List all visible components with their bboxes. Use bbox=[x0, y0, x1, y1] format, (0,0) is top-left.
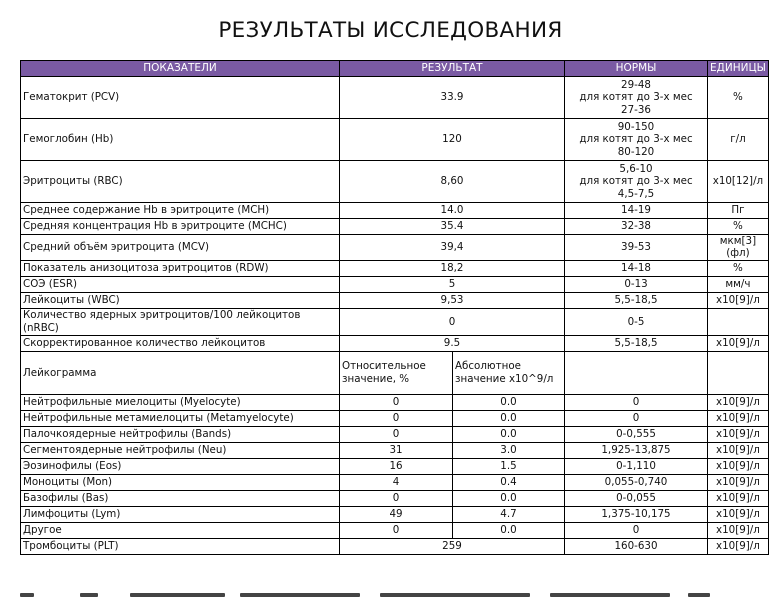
norm-line: 32-38 bbox=[621, 220, 651, 233]
empty-unit-cell bbox=[708, 351, 769, 394]
table-row bbox=[21, 203, 769, 219]
header-indicators: ПОКАЗАТЕЛИ bbox=[21, 61, 340, 77]
norm-line: для котят до 3-х мес bbox=[579, 133, 693, 146]
cropped-text-top bbox=[22, 0, 172, 4]
row-indicator: Средняя концентрация Нb в эритроците (MCHC) bbox=[21, 219, 340, 235]
norm-line: 14-19 bbox=[621, 204, 651, 217]
row-unit: x10[9]/л bbox=[708, 522, 769, 538]
norm-line: 14-18 bbox=[621, 262, 651, 275]
table-row bbox=[21, 506, 769, 522]
norm-line: для котят до 3-х мес bbox=[579, 175, 693, 188]
row-norm bbox=[565, 219, 708, 235]
row-result: 39,4 bbox=[340, 235, 565, 261]
table-header-row bbox=[21, 61, 769, 77]
leukogram-header-row bbox=[21, 351, 769, 394]
table-row bbox=[21, 394, 769, 410]
row-relative-value: 0 bbox=[340, 490, 453, 506]
row-relative-value: 0 bbox=[340, 394, 453, 410]
norm-line: 4,5-7,5 bbox=[617, 187, 655, 200]
row-norm: 0-1,110 bbox=[565, 458, 708, 474]
row-indicator: Скорректированное количество лейкоцитов bbox=[21, 335, 340, 351]
table-row bbox=[21, 308, 769, 335]
row-relative-value: 31 bbox=[340, 442, 453, 458]
norm-line: 0-5 bbox=[627, 315, 645, 328]
row-relative-value: 0 bbox=[340, 522, 453, 538]
norm-line: 0-13 bbox=[624, 278, 648, 291]
relative-value-header: Относительное значение, % bbox=[340, 351, 453, 394]
row-unit: x10[9]/л bbox=[708, 426, 769, 442]
table-row bbox=[21, 426, 769, 442]
norm-line: для котят до 3-х мес bbox=[579, 91, 693, 104]
row-absolute-value: 0.0 bbox=[453, 522, 565, 538]
row-indicator: Сегментоядерные нейтрофилы (Neu) bbox=[21, 442, 340, 458]
empty-norm-cell bbox=[565, 351, 708, 394]
row-result: 35.4 bbox=[340, 219, 565, 235]
header-result: РЕЗУЛЬТАТ bbox=[340, 61, 565, 77]
row-unit: x10[9]/л bbox=[708, 292, 769, 308]
row-norm bbox=[565, 235, 708, 261]
row-result: 5 bbox=[340, 276, 565, 292]
row-result: 0 bbox=[340, 308, 565, 335]
norm-line: 5,5-18,5 bbox=[614, 337, 658, 350]
table-row bbox=[21, 161, 769, 203]
row-result: 33.9 bbox=[340, 77, 565, 119]
row-indicator: Гематокрит (PCV) bbox=[21, 77, 340, 119]
norm-line: 80-120 bbox=[617, 145, 655, 158]
norm-line: 5,5-18,5 bbox=[614, 294, 658, 307]
table-row bbox=[21, 119, 769, 161]
row-unit: x10[12]/л bbox=[708, 161, 769, 203]
absolute-value-header: Абсолютное значение x10^9/л bbox=[453, 351, 565, 394]
norm-line: 29-48 bbox=[621, 78, 651, 91]
row-indicator: Количество ядерных эритроцитов/100 лейкоцитов (nRBC) bbox=[21, 308, 340, 335]
row-result: 9.5 bbox=[340, 335, 565, 351]
header-units: ЕДИНИЦЫ bbox=[708, 61, 769, 77]
row-norm: 0-0,055 bbox=[565, 490, 708, 506]
row-absolute-value: 0.0 bbox=[453, 426, 565, 442]
row-unit: x10[9]/л bbox=[708, 458, 769, 474]
row-norm: 0 bbox=[565, 522, 708, 538]
table-row bbox=[21, 292, 769, 308]
row-indicator: Базофилы (Bas) bbox=[21, 490, 340, 506]
page-title: РЕЗУЛЬТАТЫ ИССЛЕДОВАНИЯ bbox=[218, 18, 563, 43]
row-indicator: Гемоглобин (Hb) bbox=[21, 119, 340, 161]
row-unit: x10[9]/л bbox=[708, 506, 769, 522]
norm-line: 27-36 bbox=[621, 103, 651, 116]
table-row bbox=[21, 410, 769, 426]
row-unit: Пг bbox=[708, 203, 769, 219]
row-norm: 0 bbox=[565, 394, 708, 410]
table-row bbox=[21, 77, 769, 119]
row-indicator: Лимфоциты (Lym) bbox=[21, 506, 340, 522]
row-indicator: Тромбоциты (PLT) bbox=[21, 538, 340, 554]
row-unit: x10[9]/л bbox=[708, 442, 769, 458]
row-absolute-value: 0.0 bbox=[453, 490, 565, 506]
row-norm: 0,055-0,740 bbox=[565, 474, 708, 490]
row-unit: x10[9]/л bbox=[708, 474, 769, 490]
norm-line: 90-150 bbox=[617, 120, 655, 133]
row-norm bbox=[565, 292, 708, 308]
row-norm bbox=[565, 161, 708, 203]
table-row bbox=[21, 458, 769, 474]
row-unit: мм/ч bbox=[708, 276, 769, 292]
row-indicator: СОЭ (ESR) bbox=[21, 276, 340, 292]
row-relative-value: 16 bbox=[340, 458, 453, 474]
row-unit: x10[9]/л bbox=[708, 490, 769, 506]
row-unit: % bbox=[708, 219, 769, 235]
table-body bbox=[21, 77, 769, 555]
row-absolute-value: 0.4 bbox=[453, 474, 565, 490]
results-table bbox=[20, 60, 769, 555]
row-norm bbox=[565, 77, 708, 119]
row-norm bbox=[565, 308, 708, 335]
leukogram-label: Лейкограмма bbox=[21, 351, 340, 394]
row-indicator: Эозинофилы (Eos) bbox=[21, 458, 340, 474]
row-unit: x10[9]/л bbox=[708, 538, 769, 554]
row-norm: 1,375-10,175 bbox=[565, 506, 708, 522]
norm-line: 5,6-10 bbox=[619, 162, 653, 175]
table-row bbox=[21, 219, 769, 235]
row-unit: г/л bbox=[708, 119, 769, 161]
table-row bbox=[21, 474, 769, 490]
row-indicator: Моноциты (Mon) bbox=[21, 474, 340, 490]
table-row bbox=[21, 276, 769, 292]
table-row bbox=[21, 490, 769, 506]
row-indicator: Лейкоциты (WBC) bbox=[21, 292, 340, 308]
row-relative-value: 0 bbox=[340, 426, 453, 442]
row-result: 9,53 bbox=[340, 292, 565, 308]
row-result: 14.0 bbox=[340, 203, 565, 219]
row-result: 259 bbox=[340, 538, 565, 554]
row-absolute-value: 0.0 bbox=[453, 394, 565, 410]
row-unit: x10[9]/л bbox=[708, 335, 769, 351]
row-norm bbox=[565, 276, 708, 292]
table-row bbox=[21, 522, 769, 538]
row-indicator: Среднее содержание Нb в эритроците (MCH) bbox=[21, 203, 340, 219]
row-indicator: Нейтрофильные миелоциты (Myelocyte) bbox=[21, 394, 340, 410]
row-unit: x10[9]/л bbox=[708, 410, 769, 426]
row-norm: 1,925-13,875 bbox=[565, 442, 708, 458]
row-indicator: Палочкоядерные нейтрофилы (Bands) bbox=[21, 426, 340, 442]
row-absolute-value: 0.0 bbox=[453, 410, 565, 426]
row-absolute-value: 3.0 bbox=[453, 442, 565, 458]
row-indicator: Другое bbox=[21, 522, 340, 538]
table-row bbox=[21, 538, 769, 554]
norm-line: 39-53 bbox=[621, 241, 651, 254]
row-norm bbox=[565, 335, 708, 351]
row-indicator: Эритроциты (RBC) bbox=[21, 161, 340, 203]
row-unit: мкм[3](фл) bbox=[708, 235, 769, 261]
row-unit: % bbox=[708, 77, 769, 119]
row-norm: 0-0,555 bbox=[565, 426, 708, 442]
row-unit: x10[9]/л bbox=[708, 394, 769, 410]
row-result: 120 bbox=[340, 119, 565, 161]
row-norm bbox=[565, 203, 708, 219]
row-unit bbox=[708, 308, 769, 335]
row-norm: 0 bbox=[565, 410, 708, 426]
table-row bbox=[21, 235, 769, 261]
row-relative-value: 0 bbox=[340, 410, 453, 426]
table-row bbox=[21, 260, 769, 276]
row-unit: % bbox=[708, 260, 769, 276]
row-relative-value: 49 bbox=[340, 506, 453, 522]
row-norm bbox=[565, 260, 708, 276]
row-indicator: Средний объём эритроцита (MCV) bbox=[21, 235, 340, 261]
cropped-text-bottom bbox=[20, 593, 720, 605]
row-indicator: Нейтрофильные метамиелоциты (Metamyelocyte) bbox=[21, 410, 340, 426]
row-relative-value: 4 bbox=[340, 474, 453, 490]
row-absolute-value: 4.7 bbox=[453, 506, 565, 522]
row-absolute-value: 1.5 bbox=[453, 458, 565, 474]
row-indicator: Показатель анизоцитоза эритроцитов (RDW) bbox=[21, 260, 340, 276]
table-row bbox=[21, 442, 769, 458]
row-norm: 160-630 bbox=[565, 538, 708, 554]
header-norms: НОРМЫ bbox=[565, 61, 708, 77]
row-norm bbox=[565, 119, 708, 161]
table-row bbox=[21, 335, 769, 351]
row-result: 8,60 bbox=[340, 161, 565, 203]
row-result: 18,2 bbox=[340, 260, 565, 276]
